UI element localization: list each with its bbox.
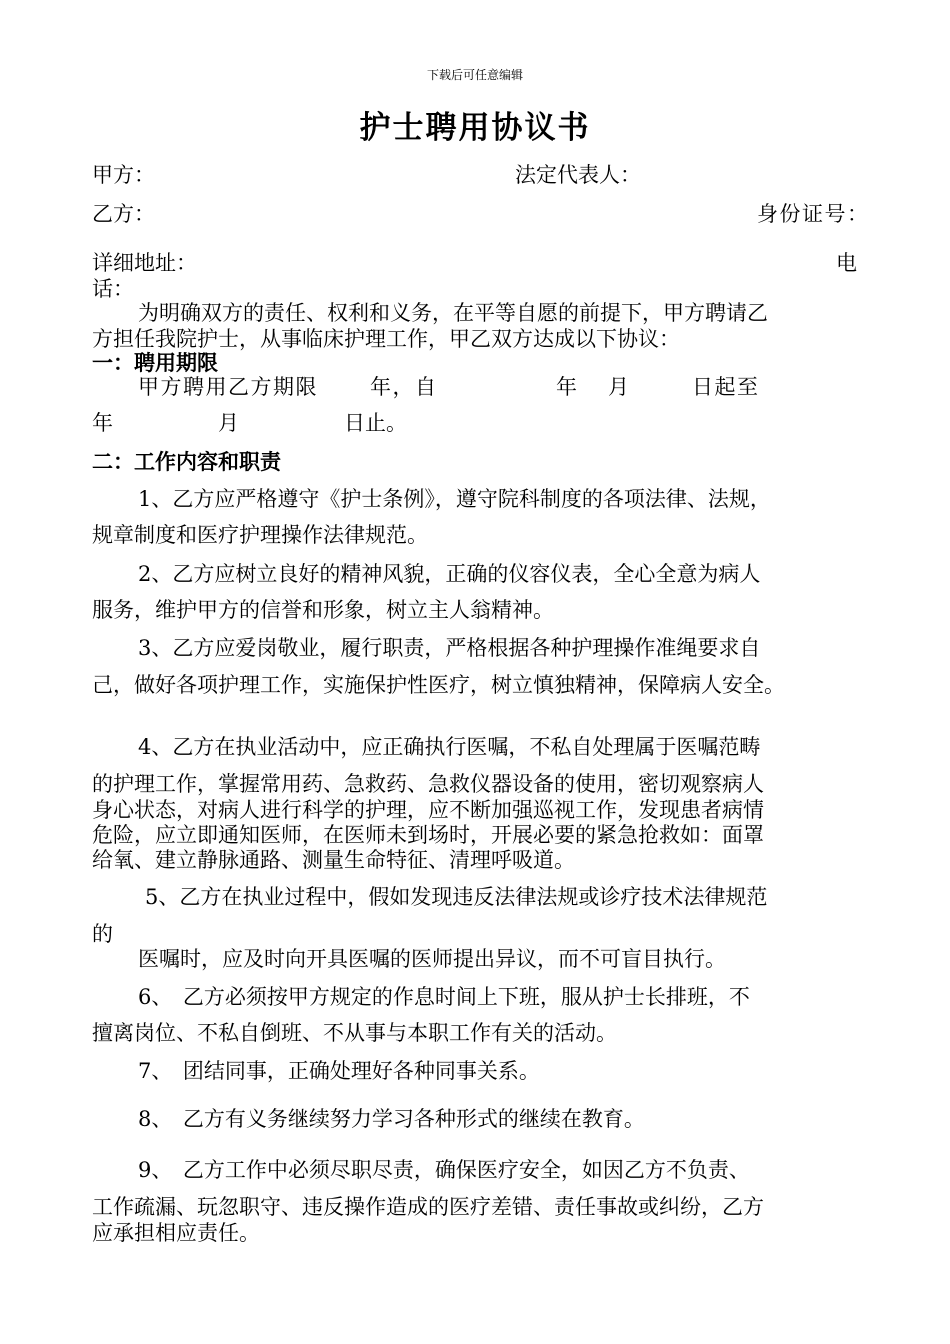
address-label: 详细地址： [92, 251, 197, 275]
duty-line: 7、 团结同事，正确处理好各种同事关系。 [138, 1059, 540, 1083]
duty-line: 服务，维护甲方的信誉和形象，树立主人翁精神。 [92, 598, 554, 622]
duty-line: 6、 乙方必须按甲方规定的作息时间上下班，服从护士长排班，不 [138, 985, 750, 1009]
term-text: 日起至 [692, 375, 760, 399]
duty-line: 的 [92, 922, 113, 946]
phone-label-part1: 电 [836, 251, 857, 275]
duty-line: 9、 乙方工作中必须尽职尽责，确保医疗安全，如因乙方不负责、 [138, 1158, 750, 1182]
term-text: 年，自 [370, 375, 438, 399]
intro-line: 方担任我院护士，从事临床护理工作，甲乙双方达成以下协议： [92, 327, 680, 351]
duty-line: 的护理工作，掌握常用药、急救药、急救仪器设备的使用，密切观察病人 [92, 772, 764, 796]
duty-line: 医嘱时，应及时向开具医嘱的医师提出异议，而不可盲目执行。 [138, 947, 726, 971]
duty-line: 3、乙方应爱岗敬业，履行职责，严格根据各种护理操作准绳要求自 [138, 636, 761, 660]
id-number-label: 身份证号： [757, 202, 870, 226]
duty-line: 己，做好各项护理工作，实施保护性医疗，树立慎独精神，保障病人安全。 [92, 673, 785, 697]
term-text: 年 [92, 411, 113, 435]
duty-line: 给氧、建立静脉通路、测量生命特征、清理呼吸道。 [92, 848, 575, 872]
duty-line: 8、 乙方有义务继续努力学习各种形式的继续在教育。 [138, 1107, 645, 1131]
phone-label-part2: 话： [92, 277, 134, 301]
duty-line: 工作疏漏、玩忽职守、违反操作造成的医疗差错、责任事故或纠纷，乙方 [92, 1195, 764, 1219]
document-title: 护士聘用协议书 [359, 110, 591, 146]
party-a-label: 甲方： [92, 163, 155, 187]
duty-line: 5、乙方在执业过程中，假如发现违反法律法规或诊疗技术法律规范 [145, 885, 768, 909]
section-2-heading: 二：工作内容和职责 [92, 449, 281, 474]
intro-line: 为明确双方的责任、权利和义务，在平等自愿的前提下，甲方聘请乙 [138, 301, 768, 325]
term-text: 月 [218, 411, 239, 435]
term-text: 月 [608, 375, 629, 399]
duty-line: 擅离岗位、不私自倒班、不从事与本职工作有关的活动。 [92, 1021, 617, 1045]
term-text: 年 [556, 375, 577, 399]
duty-line: 规章制度和医疗护理操作法律规范。 [92, 523, 428, 547]
duty-line: 4、乙方在执业活动中，应正确执行医嘱，不私自处理属于医嘱范畴 [138, 735, 761, 759]
term-text: 日止。 [344, 411, 407, 435]
party-b-label: 乙方： [92, 202, 155, 226]
duty-line: 应承担相应责任。 [92, 1221, 260, 1245]
duty-line: 身心状态，对病人进行科学的护理，应不断加强巡视工作，发现患者病情 [92, 798, 764, 822]
legal-rep-label: 法定代表人： [515, 163, 641, 187]
page-header: 下载后可任意编辑 [426, 68, 523, 82]
duty-line: 2、乙方应树立良好的精神风貌，正确的仪容仪表，全心全意为病人 [138, 562, 761, 586]
term-text: 甲方聘用乙方期限 [138, 375, 318, 399]
duty-line: 1、乙方应严格遵守《护士条例》，遵守院科制度的各项法律、法规， [138, 487, 771, 511]
duty-line: 危险，应立即通知医师，在医师未到场时，开展必要的紧急抢救如：面罩 [92, 823, 764, 847]
section-1-heading: 一：聘用期限 [92, 350, 218, 375]
